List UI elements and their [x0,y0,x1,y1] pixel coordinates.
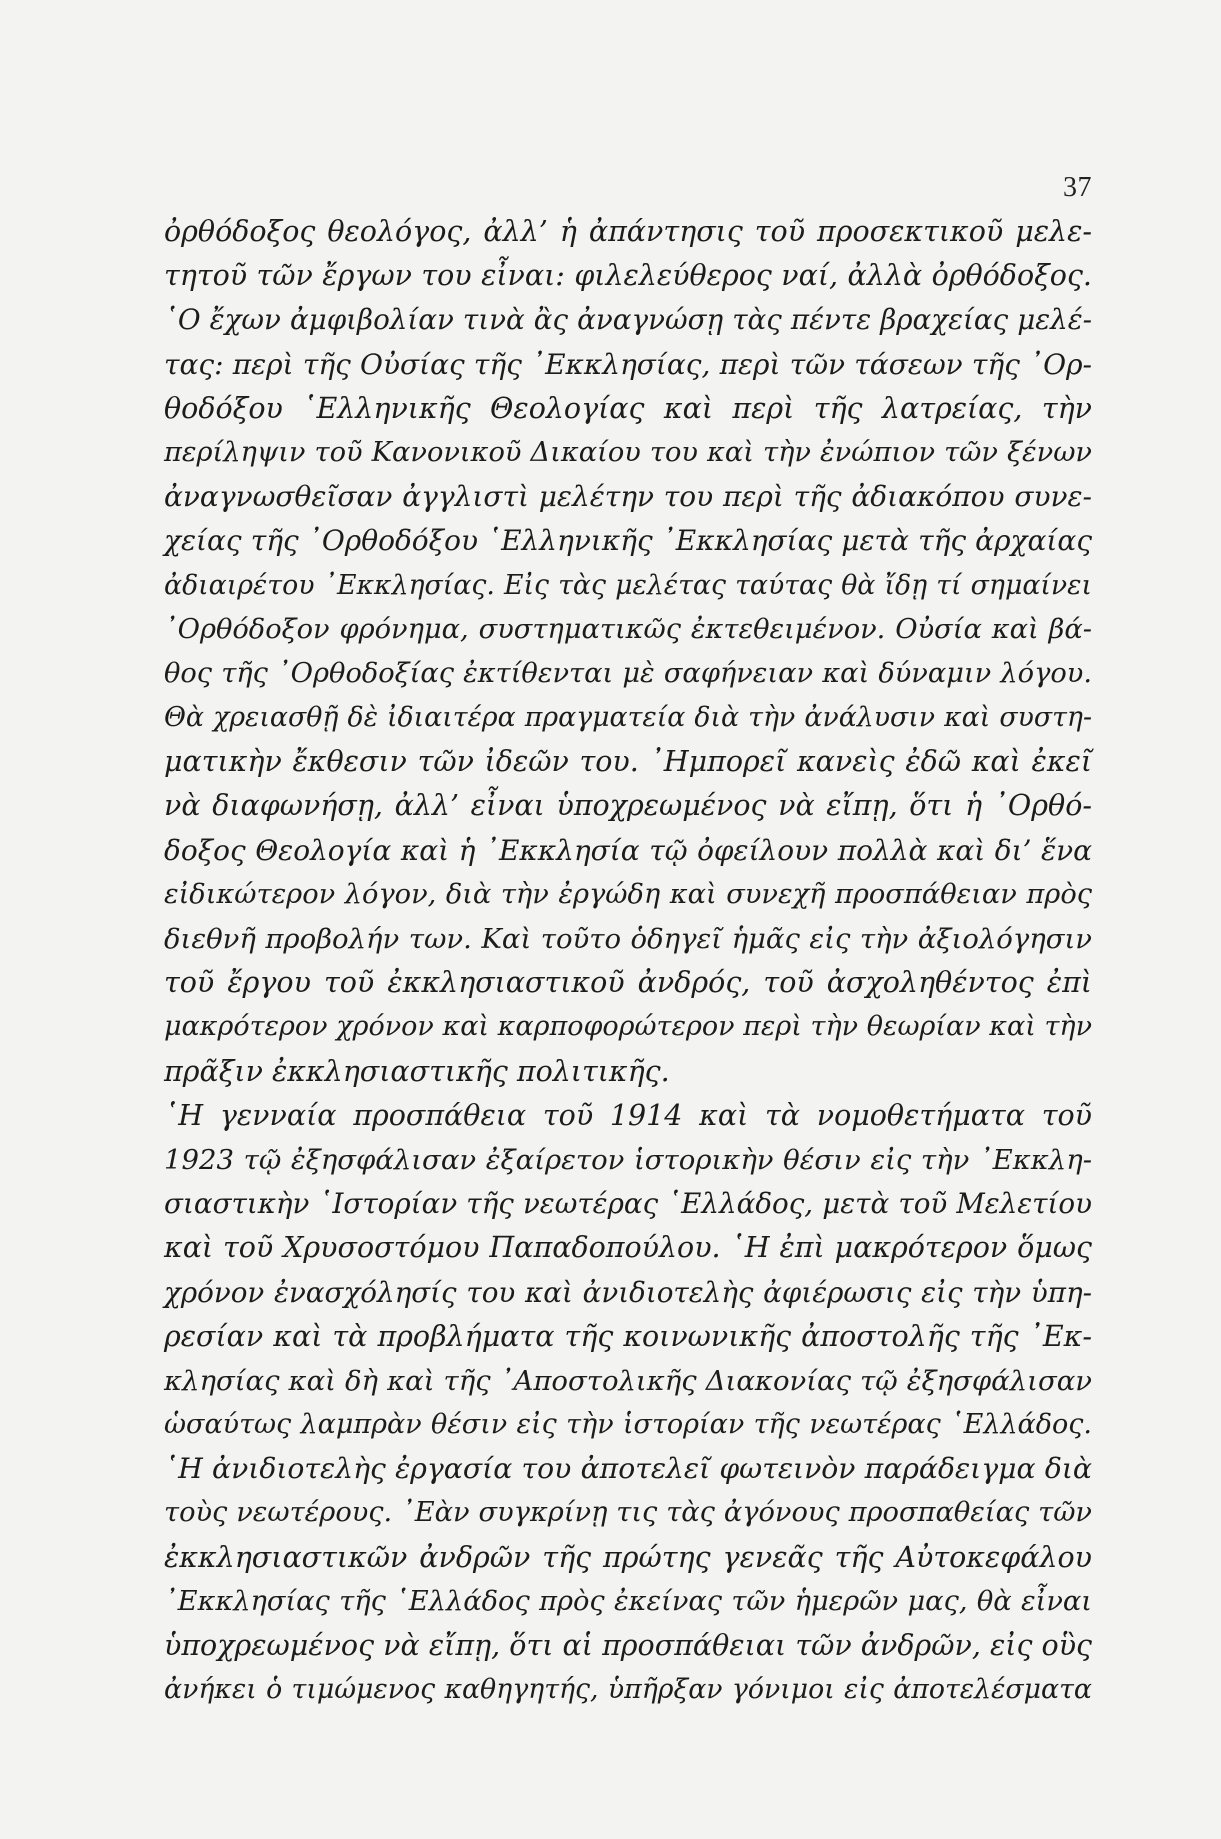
text-line: μακρότερον χρόνον καὶ καρποφορώτερον περὶ τὴν θεωρίαν καὶ τὴν [164,1011,1092,1043]
text-line: τοῦ ἔργου τοῦ ἐκκλησιαστικοῦ ἀνδρός, τοῦ ἀσχοληθέντος ἐπὶ [164,966,1092,1000]
text-line: ἀναγνωσθεῖσαν ἀγγλιστὶ μελέτην του περὶ τῆς ἀδιακόπου συνε- [164,480,1092,514]
body-text [164,210,1092,1712]
text-line: δοξος Θεολογία καὶ ἡ ᾿Εκκλησία τῷ ὀφείλουν πολλὰ καὶ δι’ ἕνα [164,833,1092,867]
text-line: τας: περὶ τῆς Οὐσίας τῆς ᾿Εκκλησίας, περὶ τῶν τάσεων τῆς ᾿Ορ- [164,347,1092,381]
text-line: ὑποχρεωμένος νὰ εἴπῃ, ὅτι αἱ προσπάθειαι τῶν ἀνδρῶν, εἰς οὓς [164,1629,1092,1662]
text-line: τοὺς νεωτέρους. ᾿Εὰν συγκρίνῃ τις τὰς ἀγόνους προσπαθείας τῶν [164,1497,1092,1529]
text-line: καὶ τοῦ Χρυσοστόμου Παπαδοπούλου. ῾Η ἐπὶ μακρότερον ὅμως [164,1231,1092,1265]
page-number: 37 [1063,172,1092,203]
text-line: ἐκκλησιαστικῶν ἀνδρῶν τῆς πρώτης γενεᾶς τῆς Αὐτοκεφάλου [164,1540,1092,1574]
text-line: τητοῦ τῶν ἔργων του εἶναι: φιλελεύθερος ναί, ἀλλὰ ὀρθόδοξος. [164,259,1092,293]
text-line: ρεσίαν καὶ τὰ προβλήματα τῆς κοινωνικῆς ἀποστολῆς τῆς ᾿Εκ- [164,1319,1092,1353]
paragraph-end-line: πρᾶξιν ἐκκλησιαστικῆς πολιτικῆς. [164,1054,670,1088]
text-line: εἰδικώτερον λόγον, διὰ τὴν ἐργώδη καὶ συνεχῆ προσπάθειαν πρὸς [164,878,1092,910]
text-line: χείας τῆς ᾿Ορθοδόξου ῾Ελληνικῆς ᾿Εκκλησίας μετὰ τῆς ἀρχαίας [164,524,1092,558]
text-line: ᾿Εκκλησίας τῆς ῾Ελλάδος πρὸς ἐκείνας τῶν ἡμερῶν μας, θὰ εἶναι [164,1585,1092,1617]
text-line: ματικὴν ἔκθεσιν τῶν ἰδεῶν του. ᾿Ημπορεῖ κανεὶς ἐδῶ καὶ ἐκεῖ [164,745,1092,779]
text-line: ῾Ο ἔχων ἀμφιβολίαν τινὰ ἂς ἀναγνώσῃ τὰς πέντε βραχείας μελέ- [164,303,1092,337]
text-line: θος τῆς ᾿Ορθοδοξίας ἐκτίθενται μὲ σαφήνειαν καὶ δύναμιν λόγου. [164,657,1092,689]
text-line: ᾿Ορθόδοξον φρόνημα, συστηματικῶς ἐκτεθειμένον. Οὐσία καὶ βά- [164,613,1092,645]
text-line: Θὰ χρειασθῇ δὲ ἰδιαιτέρα πραγματεία διὰ τὴν ἀνάλυσιν καὶ συστη- [164,702,1092,734]
text-line: νὰ διαφωνήσῃ, ἀλλ’ εἶναι ὑποχρεωμένος νὰ εἴπῃ, ὅτι ἡ ᾿Ορθό- [164,789,1092,823]
text-line: σιαστικὴν ῾Ιστορίαν τῆς νεωτέρας ῾Ελλάδος, μετὰ τοῦ Μελετίου [164,1187,1092,1221]
text-line: ῾Η γενναία προσπάθεια τοῦ 1914 καὶ τὰ νομοθετήματα τοῦ [164,1098,1092,1132]
text-line: χρόνον ἐνασχόλησίς του καὶ ἀνιδιοτελὴς ἀφιέρωσις εἰς τὴν ὑπη- [164,1275,1092,1309]
text-line: ὡσαύτως λαμπρὰν θέσιν εἰς τὴν ἱστορίαν τῆς νεωτέρας ῾Ελλάδος. [164,1409,1092,1441]
text-line: ῾Η ἀνιδιοτελὴς ἐργασία του ἀποτελεῖ φωτεινὸν παράδειγμα διὰ [164,1452,1092,1486]
text-line: περίληψιν τοῦ Κανονικοῦ Δικαίου του καὶ τὴν ἐνώπιον τῶν ξένων [164,436,1092,468]
text-line: διεθνῆ προβολήν των. Καὶ τοῦτο ὁδηγεῖ ἡμᾶς εἰς τὴν ἀξιολόγησιν [164,923,1092,955]
text-line: 1923 τῷ ἐξησφάλισαν ἐξαίρετον ἱστορικὴν θέσιν εἰς τὴν ᾿Εκκλη- [164,1143,1092,1176]
text-line: ἀδιαιρέτου ᾿Εκκλησίας. Εἰς τὰς μελέτας ταύτας θὰ ἴδῃ τί σημαίνει [164,569,1092,601]
text-line: κλησίας καὶ δὴ καὶ τῆς ᾿Αποστολικῆς Διακονίας τῷ ἐξησφάλισαν [164,1364,1092,1397]
text-line: θοδόξου ῾Ελληνικῆς Θεολογίας καὶ περὶ τῆς λατρείας, τὴν [164,391,1092,425]
text-line: ἀνήκει ὁ τιμώμενος καθηγητής, ὑπῆρξαν γόνιμοι εἰς ἀποτελέσματα [164,1674,1092,1706]
text-line: ὀρθόδοξος θεολόγος, ἀλλ’ ἡ ἀπάντησις τοῦ προσεκτικοῦ μελε- [164,215,1092,248]
